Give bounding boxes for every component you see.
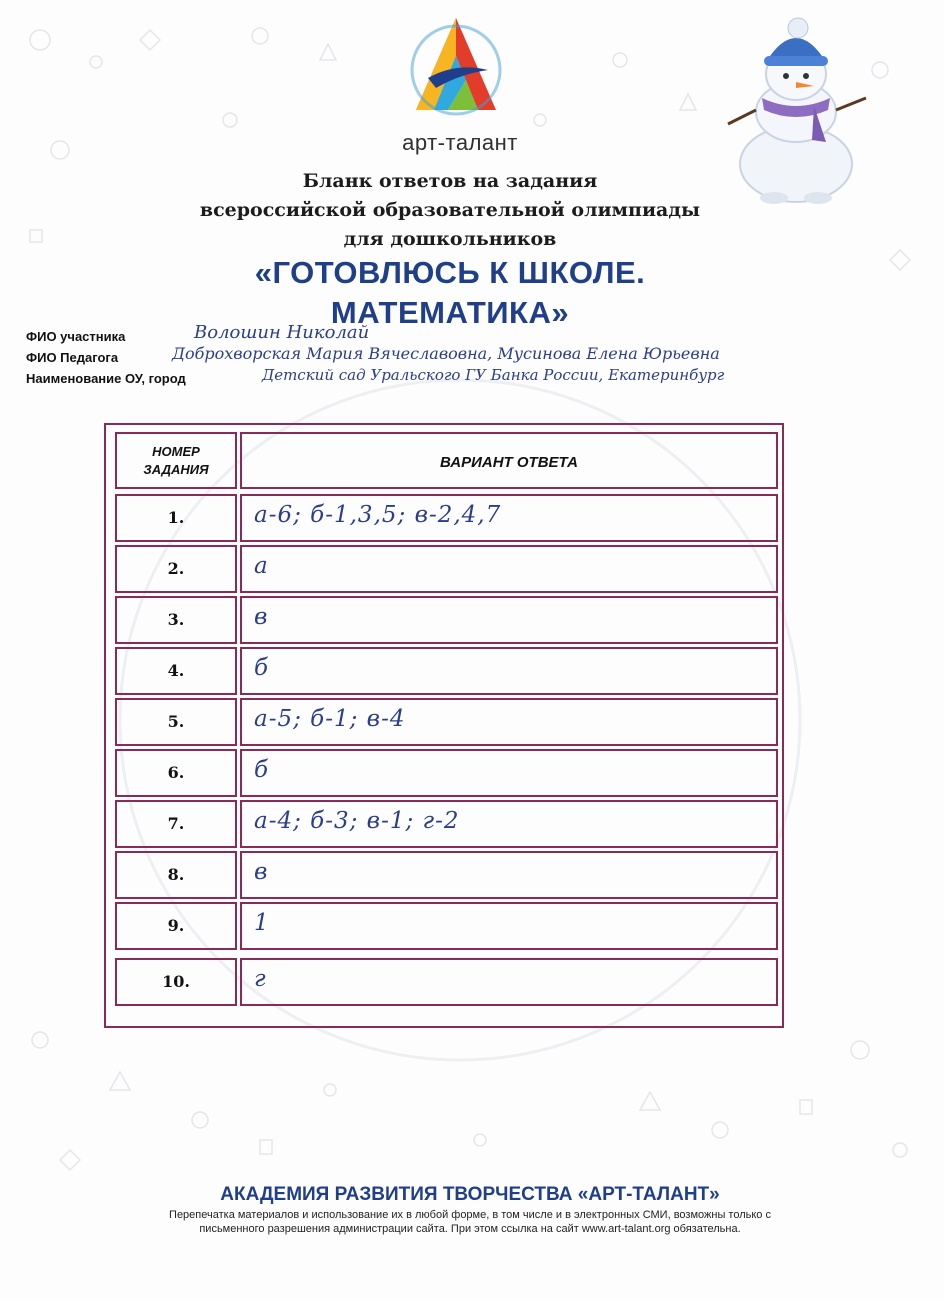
footer-org-name: АКАДЕМИЯ РАЗВИТИЯ ТВОРЧЕСТВА «АРТ-ТАЛАНТ» (220, 1184, 720, 1205)
row-answer-text: 1 (254, 910, 270, 936)
row-answer (240, 545, 778, 593)
header-line-2: всероссийской образовательной олимпиады (199, 199, 701, 221)
teacher-label: ФИО Педагога (26, 350, 119, 365)
row-number: 3. (115, 596, 237, 644)
row-answer-text: а-5; б-1; в-4 (254, 706, 406, 732)
org-value: Детский сад Уральского ГУ Банка России, Екатеринбург (262, 366, 725, 384)
footer-copyright-note (60, 1208, 880, 1236)
row-number: 9. (115, 902, 237, 950)
row-answer (240, 494, 778, 542)
column-header-number (115, 432, 237, 489)
brand-name: арт-талант (402, 130, 518, 155)
column-header-number-line-2: ЗАДАНИЯ (143, 462, 209, 477)
row-answer (240, 958, 778, 1006)
row-answer-text: а (254, 553, 269, 579)
row-answer-text: а-6; б-1,3,5; в-2,4,7 (254, 502, 502, 528)
row-answer-text: в (254, 604, 269, 630)
row-number: 4. (115, 647, 237, 695)
row-answer-text: б (254, 757, 270, 783)
participant-label: ФИО участника (26, 329, 126, 344)
row-number: 5. (115, 698, 237, 746)
header-line-1: Бланк ответов на задания (302, 170, 598, 192)
column-header-number-line-1: НОМЕР (152, 444, 200, 459)
footer-note-line-1: Перепечатка материалов и использование их в любой форме, в том числе и в электронных СМИ, возможны только с (169, 1209, 771, 1221)
art-talant-logo-icon (408, 10, 504, 122)
row-answer (240, 851, 778, 899)
row-number: 1. (115, 494, 237, 542)
row-answer-text: в (254, 859, 269, 885)
row-answer (240, 596, 778, 644)
row-answer (240, 647, 778, 695)
row-number: 10. (115, 958, 237, 1006)
footer-note-line-2: письменного разрешения администрации сайта. При этом ссылка на сайт www.art-talant.org обязательна. (199, 1223, 741, 1235)
row-answer-text: а-4; б-3; в-1; г-2 (254, 808, 460, 834)
participant-value: Волошин Николай (194, 322, 370, 343)
title-line-1: «ГОТОВЛЮСЬ К ШКОЛЕ. (254, 255, 646, 290)
title-line-2: МАТЕМАТИКА» (330, 295, 570, 330)
org-label: Наименование ОУ, город (26, 371, 186, 386)
row-answer (240, 749, 778, 797)
row-number: 7. (115, 800, 237, 848)
row-number: 8. (115, 851, 237, 899)
row-number: 6. (115, 749, 237, 797)
row-answer (240, 800, 778, 848)
row-answer (240, 902, 778, 950)
row-answer-text: б (254, 655, 270, 681)
row-answer (240, 698, 778, 746)
row-answer-text: г (254, 966, 267, 992)
teacher-value: Доброхворская Мария Вячеславовна, Мусинова Елена Юрьевна (172, 344, 720, 363)
header-line-3: для дошкольников (343, 228, 557, 250)
column-header-answer: ВАРИАНТ ОТВЕТА (240, 432, 778, 489)
row-number: 2. (115, 545, 237, 593)
